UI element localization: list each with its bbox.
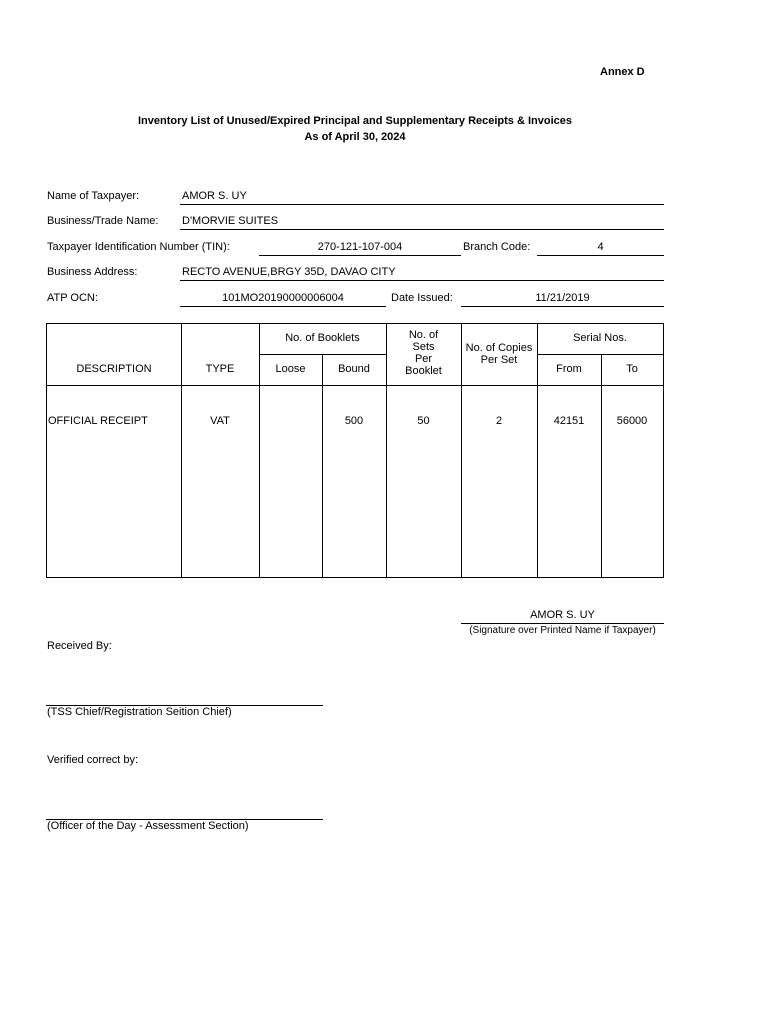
col-header-sets-line: Booklet [405,365,442,377]
taxpayer-name-label: Name of Taxpayer: [47,190,140,202]
row-serial-from: 42151 [553,415,585,427]
verified-by-caption: (Officer of the Day - Assessment Section) [47,820,249,832]
tin-label: Taxpayer Identification Number (TIN): [47,241,230,253]
date-issued-value: 11/21/2019 [461,292,664,307]
business-name-value: D'MORVIE SUITES [182,215,279,227]
col-header-sets-line: No. of [408,329,439,341]
col-header-copies-line: No. of Copies [465,342,533,354]
col-header-bound: Bound [338,363,370,375]
branch-code-value: 4 [537,241,664,256]
col-header-loose: Loose [275,363,306,375]
document-title: Inventory List of Unused/Expired Principal and Supplementary Receipts & Invoices [138,115,572,127]
document-subtitle: As of April 30, 2024 [304,131,406,143]
row-type: VAT [210,415,230,427]
col-header-to: To [626,363,638,375]
col-header-sets-per-booklet [386,329,461,377]
received-by-label: Received By: [47,640,112,652]
col-header-booklets: No. of Booklets [285,332,360,344]
table-divider [259,354,386,355]
business-name-label: Business/Trade Name: [47,215,159,227]
col-header-copies-line: Per Set [480,354,518,366]
row-bound: 500 [344,415,364,427]
business-address-value: RECTO AVENUE,BRGY 35D, DAVAO CITY [182,266,396,278]
col-header-sets-line: Per [414,353,433,365]
col-header-serial: Serial Nos. [573,332,627,344]
taxpayer-name-field [180,190,664,205]
col-header-description: DESCRIPTION [76,363,152,375]
branch-code-label: Branch Code: [463,241,531,253]
verified-by-signature-line [46,805,323,820]
tin-value: 270-121-107-004 [259,241,461,256]
table-divider [601,354,602,578]
inventory-table [46,323,664,578]
received-by-signature-line [46,691,323,706]
annex-label: Annex D [600,66,645,78]
col-header-type: TYPE [205,363,235,375]
received-by-caption: (TSS Chief/Registration Seition Chief) [47,706,232,718]
taxpayer-signature-caption: (Signature over Printed Name if Taxpayer) [469,625,656,636]
col-header-sets-line: Sets [412,341,435,353]
atp-ocn-value: 101MO20190000006004 [180,292,386,307]
row-sets: 50 [417,415,430,427]
row-description: OFFICIAL RECEIPT [48,415,148,427]
col-header-from: From [556,363,582,375]
taxpayer-signature-name: AMOR S. UY [461,609,664,624]
row-copies: 2 [495,415,503,427]
business-address-field [180,266,664,281]
col-header-copies-per-set [461,342,537,366]
row-serial-to: 56000 [616,415,648,427]
atp-ocn-label: ATP OCN: [47,292,98,304]
verified-by-label: Verified correct by: [47,754,139,766]
business-name-field [180,215,664,230]
business-address-label: Business Address: [47,266,138,278]
table-divider [322,354,323,578]
taxpayer-name-value: AMOR S. UY [182,190,247,202]
table-header-bottom [47,385,663,386]
date-issued-label: Date Issued: [391,292,453,304]
table-divider [537,354,663,355]
